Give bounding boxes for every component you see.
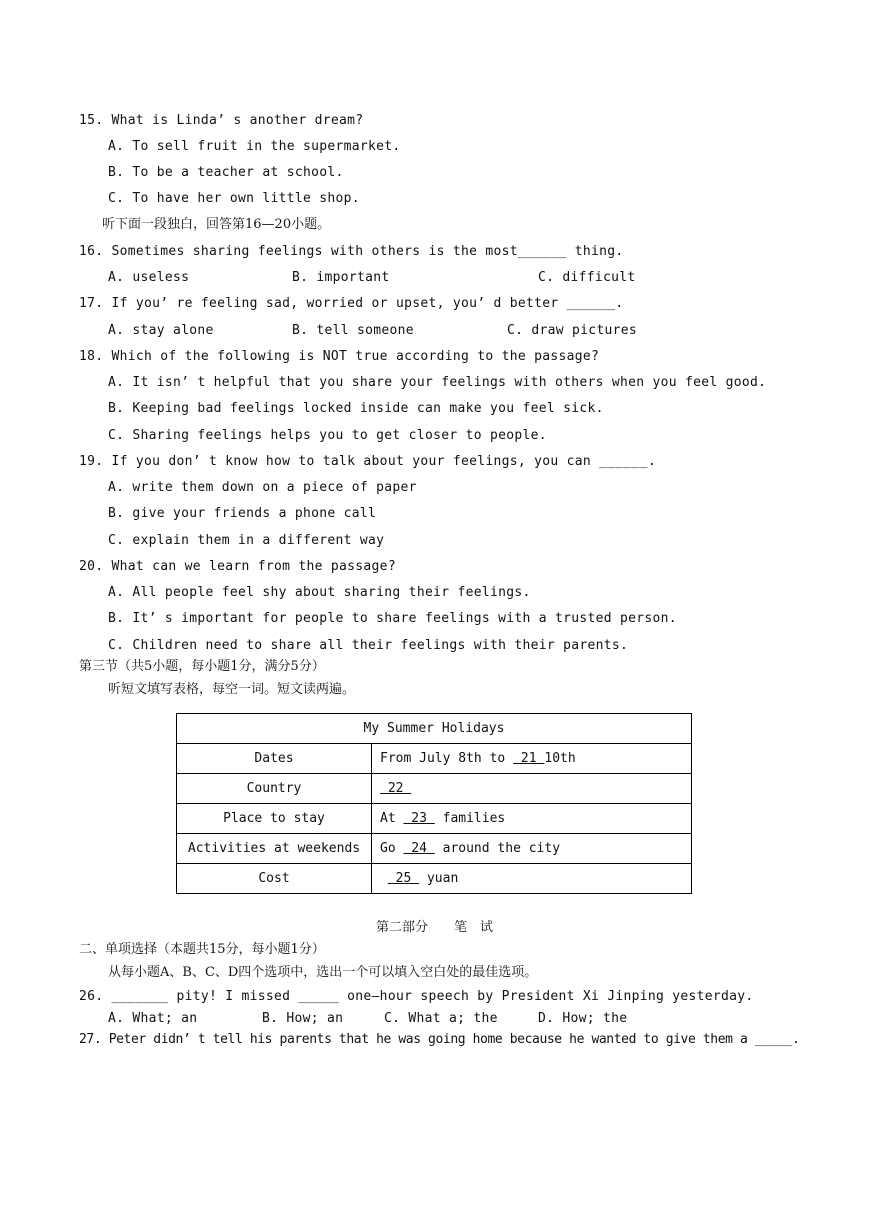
blank-23[interactable]: 23	[403, 811, 435, 826]
question-19-stem: 19. If you don’ t know how to talk about your feelings, you can ______.	[79, 454, 656, 469]
blank-24[interactable]: 24	[403, 841, 435, 856]
question-20-option-c: C. Children need to share all their feelings with their parents.	[108, 638, 629, 653]
question-16-stem: 16. Sometimes sharing feelings with others is the most______ thing.	[79, 244, 624, 259]
instruction-16-20: 听下面一段独白，回答第16—20小题。	[102, 217, 331, 232]
table-row	[177, 804, 692, 834]
question-15-option-b: B. To be a teacher at school.	[108, 165, 344, 180]
question-20-option-b: B. It’ s important for people to share feelings with a trusted person.	[108, 611, 677, 626]
part-2-section-header: 二、单项选择（本题共15分，每小题1分）	[79, 942, 325, 957]
blank-21[interactable]: 21	[513, 751, 545, 766]
question-26-stem: 26. _______ pity! I missed _____ one—hour speech by President Xi Jinping yesterday.	[79, 989, 754, 1004]
question-26-option-c: C. What a; the	[384, 1011, 498, 1026]
summer-holidays-table	[176, 713, 692, 894]
question-18-option-a: A. It isn’ t helpful that you share your feelings with others when you feel good.	[108, 375, 767, 390]
question-18-stem: 18. Which of the following is NOT true according to the passage?	[79, 349, 600, 364]
question-17-option-b: B. tell someone	[292, 323, 414, 338]
section-3-header: 第三节（共5小题，每小题1分，满分5分）	[79, 659, 325, 674]
part-2-instruction: 从每小题A、B、C、D四个选项中，选出一个可以填入空白处的最佳选项。	[108, 965, 538, 980]
question-26-option-d: D. How; the	[538, 1011, 628, 1026]
blank-25[interactable]: 25	[387, 871, 420, 886]
row-label-activities: Activities at weekends	[177, 834, 372, 864]
part-2-title: 第二部分 笔 试	[375, 920, 493, 935]
question-15-option-a: A. To sell fruit in the supermarket.	[108, 139, 401, 154]
table-row	[177, 834, 692, 864]
question-16-option-c: C. difficult	[538, 270, 636, 285]
question-16-option-b: B. important	[292, 270, 390, 285]
question-15-option-c: C. To have her own little shop.	[108, 191, 360, 206]
row-label-country: Country	[177, 774, 372, 804]
question-26-option-b: B. How; an	[262, 1011, 344, 1026]
row-value-country	[372, 774, 692, 804]
row-value-place: At 23 families	[372, 804, 692, 834]
question-19-option-a: A. write them down on a piece of paper	[108, 480, 417, 495]
question-16-option-a: A. useless	[108, 270, 190, 285]
question-17-option-c: C. draw pictures	[507, 323, 638, 338]
question-19-option-c: C. explain them in a different way	[108, 533, 385, 548]
row-value-cost: 25 yuan	[372, 864, 692, 894]
table-row	[177, 864, 692, 894]
section-3-instruction: 听短文填写表格，每空一词。短文读两遍。	[108, 682, 356, 697]
row-label-place: Place to stay	[177, 804, 372, 834]
question-20-stem: 20. What can we learn from the passage?	[79, 559, 396, 574]
question-20-option-a: A. All people feel shy about sharing their feelings.	[108, 585, 531, 600]
question-26-option-a: A. What; an	[108, 1011, 198, 1026]
row-value-dates: From July 8th to 21 10th	[372, 744, 692, 774]
table-row	[177, 774, 692, 804]
table-title: My Summer Holidays	[177, 714, 692, 744]
question-19-option-b: B. give your friends a phone call	[108, 506, 377, 521]
question-27-stem: 27. Peter didn’ t tell his parents that he was going home because he wanted to give them a _____.	[79, 1032, 800, 1047]
row-label-cost: Cost	[177, 864, 372, 894]
question-18-option-b: B. Keeping bad feelings locked inside can make you feel sick.	[108, 401, 604, 416]
question-15-stem: 15. What is Linda’ s another dream?	[79, 113, 364, 128]
row-label-dates: Dates	[177, 744, 372, 774]
blank-22[interactable]: 22	[380, 781, 412, 796]
table-row	[177, 744, 692, 774]
question-18-option-c: C. Sharing feelings helps you to get closer to people.	[108, 428, 547, 443]
row-value-activities: Go 24 around the city	[372, 834, 692, 864]
question-17-stem: 17. If you’ re feeling sad, worried or upset, you’ d better ______.	[79, 296, 624, 311]
question-17-option-a: A. stay alone	[108, 323, 214, 338]
